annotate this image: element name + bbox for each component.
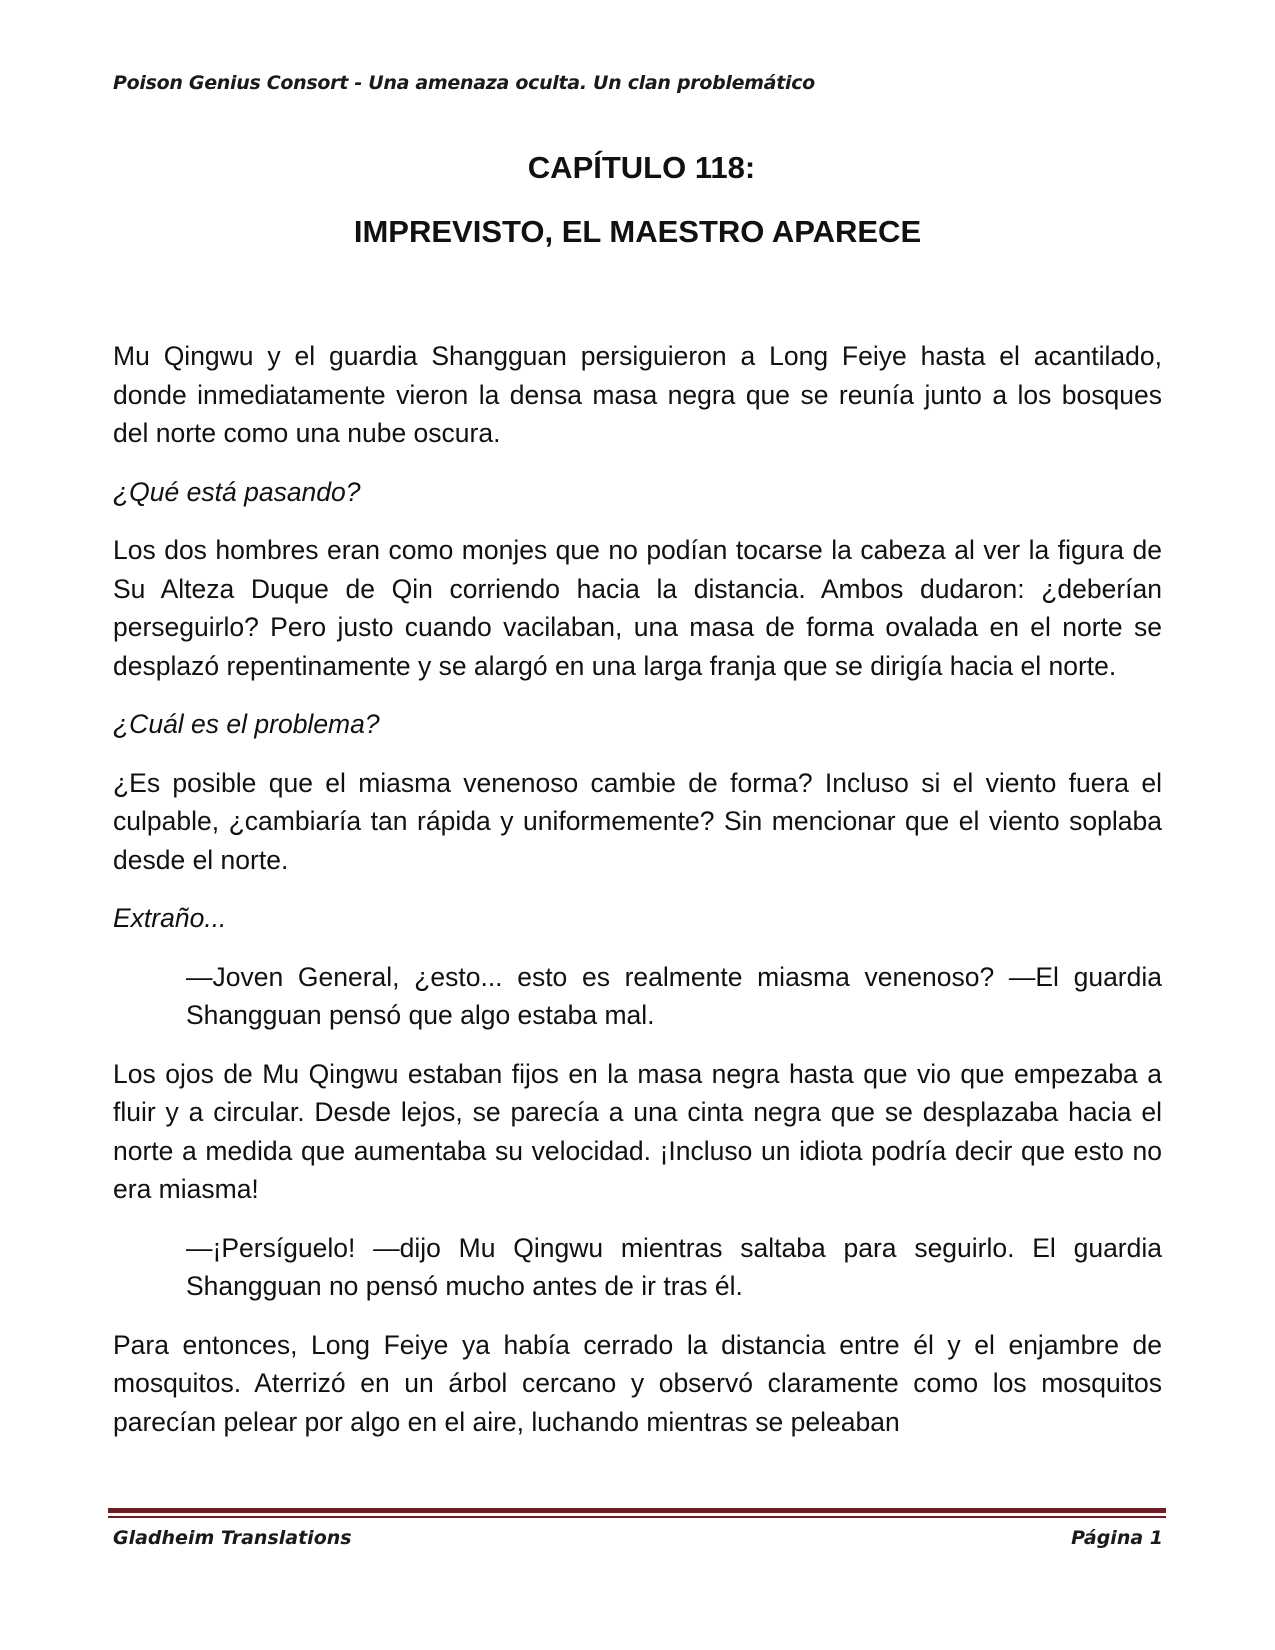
paragraph: Para entonces, Long Feiye ya había cerrado la distancia entre él y el enjambre de mosquitos. Aterrizó en un árbol cercano y observó claramente como los mosquitos parecían pelear por algo en el aire, luchando mientras se peleaban xyxy=(113,1329,1162,1437)
paragraph: ¿Es posible que el miasma venenoso cambie de forma? Incluso si el viento fuera el culpable, ¿cambiaría tan rápida y uniformemente? Sin mencionar que el viento soplaba desde el norte. xyxy=(113,767,1162,875)
body-text xyxy=(113,337,1162,1461)
footer-divider-thin xyxy=(108,1516,1166,1518)
dialogue-paragraph: —Joven General, ¿esto... esto es realmente miasma venenoso? —El guardia Shangguan pensó que algo estaba mal. xyxy=(186,961,1162,1030)
italic-thought: Extraño... xyxy=(113,903,227,933)
paragraph: Mu Qingwu y el guardia Shangguan persiguieron a Long Feiye hasta el acantilado, donde inmediatamente vieron la densa masa negra que se reunía junto a los bosques del norte como una nube oscura. xyxy=(113,341,1162,448)
paragraph: Los ojos de Mu Qingwu estaban fijos en la masa negra hasta que vio que empezaba a fluir y a circular. Desde lejos, se parecía a una cinta negra que se desplazaba hacia el norte a medida que aumentaba su velocidad. ¡Incluso un idiota podría decir que esto no era miasma! xyxy=(113,1058,1162,1204)
italic-thought: ¿Cuál es el problema? xyxy=(113,709,380,739)
chapter-title: IMPREVISTO, EL MAESTRO APARECE xyxy=(353,214,922,249)
dialogue-paragraph: —¡Persíguelo! —dijo Mu Qingwu mientras saltaba para seguirlo. El guardia Shangguan no pensó mucho antes de ir tras él. xyxy=(186,1232,1162,1301)
footer-page-number: Página 1 xyxy=(1071,1527,1163,1549)
running-header: Poison Genius Consort - Una amenaza oculta. Un clan problemático xyxy=(113,72,815,94)
chapter-number: CAPÍTULO 118: xyxy=(527,150,756,185)
footer-publisher: Gladheim Translations xyxy=(113,1527,352,1549)
paragraph: Los dos hombres eran como monjes que no podían tocarse la cabeza al ver la figura de Su Alteza Duque de Qin corriendo hacia la distancia. Ambos dudaron: ¿deberían perseguirlo? Pero justo cuando vacilaban, una masa de forma ovalada en el norte se desplazó repentinamente y se alargó en una larga franja que se dirigía hacia el norte. xyxy=(113,535,1162,681)
italic-thought: ¿Qué está pasando? xyxy=(113,476,361,507)
footer-divider-thick xyxy=(108,1508,1166,1513)
